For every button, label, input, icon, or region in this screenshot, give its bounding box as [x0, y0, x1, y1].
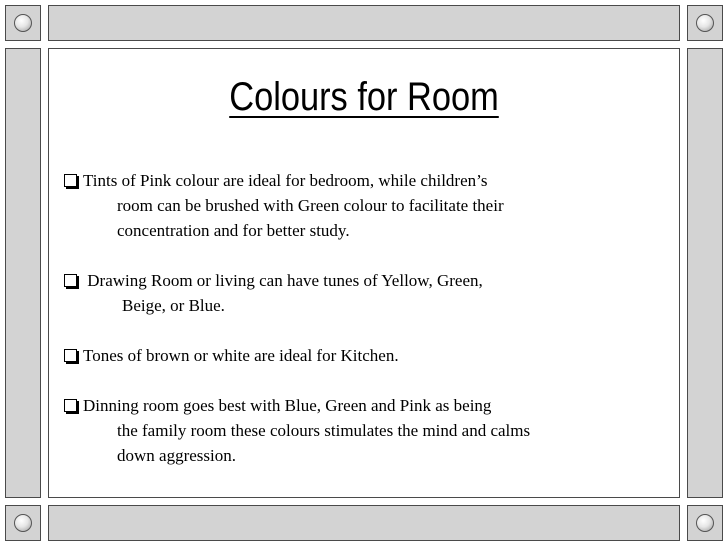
bullet-item — [64, 393, 624, 468]
checkbox-bullet-icon — [64, 399, 77, 412]
bullet-item — [64, 268, 624, 318]
bullet-text: Drawing Room or living can have tunes of Yellow, Green, — [83, 271, 483, 290]
slide-title — [51, 72, 677, 122]
bullet-text: room can be brushed with Green colour to facilitate their — [117, 196, 504, 215]
corner-circle-icon — [14, 514, 32, 532]
frame-right-bar — [687, 48, 723, 498]
bullet-text: Tones of brown or white are ideal for Kitchen. — [83, 346, 399, 365]
corner-bottom-left — [5, 505, 41, 541]
bullet-text: Tints of Pink colour are ideal for bedroom, while children’s — [83, 171, 488, 190]
slide-title-text: Colours for Room — [229, 75, 499, 119]
bullet-text: down aggression. — [117, 446, 236, 465]
bullet-list — [64, 168, 624, 493]
corner-top-right — [687, 5, 723, 41]
corner-circle-icon — [696, 514, 714, 532]
bullet-text: Beige, or Blue. — [122, 296, 225, 315]
checkbox-bullet-icon — [64, 274, 77, 287]
frame-bottom-bar — [48, 505, 680, 541]
corner-circle-icon — [696, 14, 714, 32]
bullet-item — [64, 343, 624, 368]
corner-circle-icon — [14, 14, 32, 32]
bullet-text: the family room these colours stimulates the mind and calms — [117, 421, 531, 440]
bullet-item — [64, 168, 624, 243]
corner-top-left — [5, 5, 41, 41]
frame-top-bar — [48, 5, 680, 41]
corner-bottom-right — [687, 505, 723, 541]
bullet-text: concentration and for better study. — [117, 221, 350, 240]
checkbox-bullet-icon — [64, 174, 77, 187]
bullet-text: Dinning room goes best with Blue, Green and Pink as being — [83, 396, 492, 415]
checkbox-bullet-icon — [64, 349, 77, 362]
frame-left-bar — [5, 48, 41, 498]
